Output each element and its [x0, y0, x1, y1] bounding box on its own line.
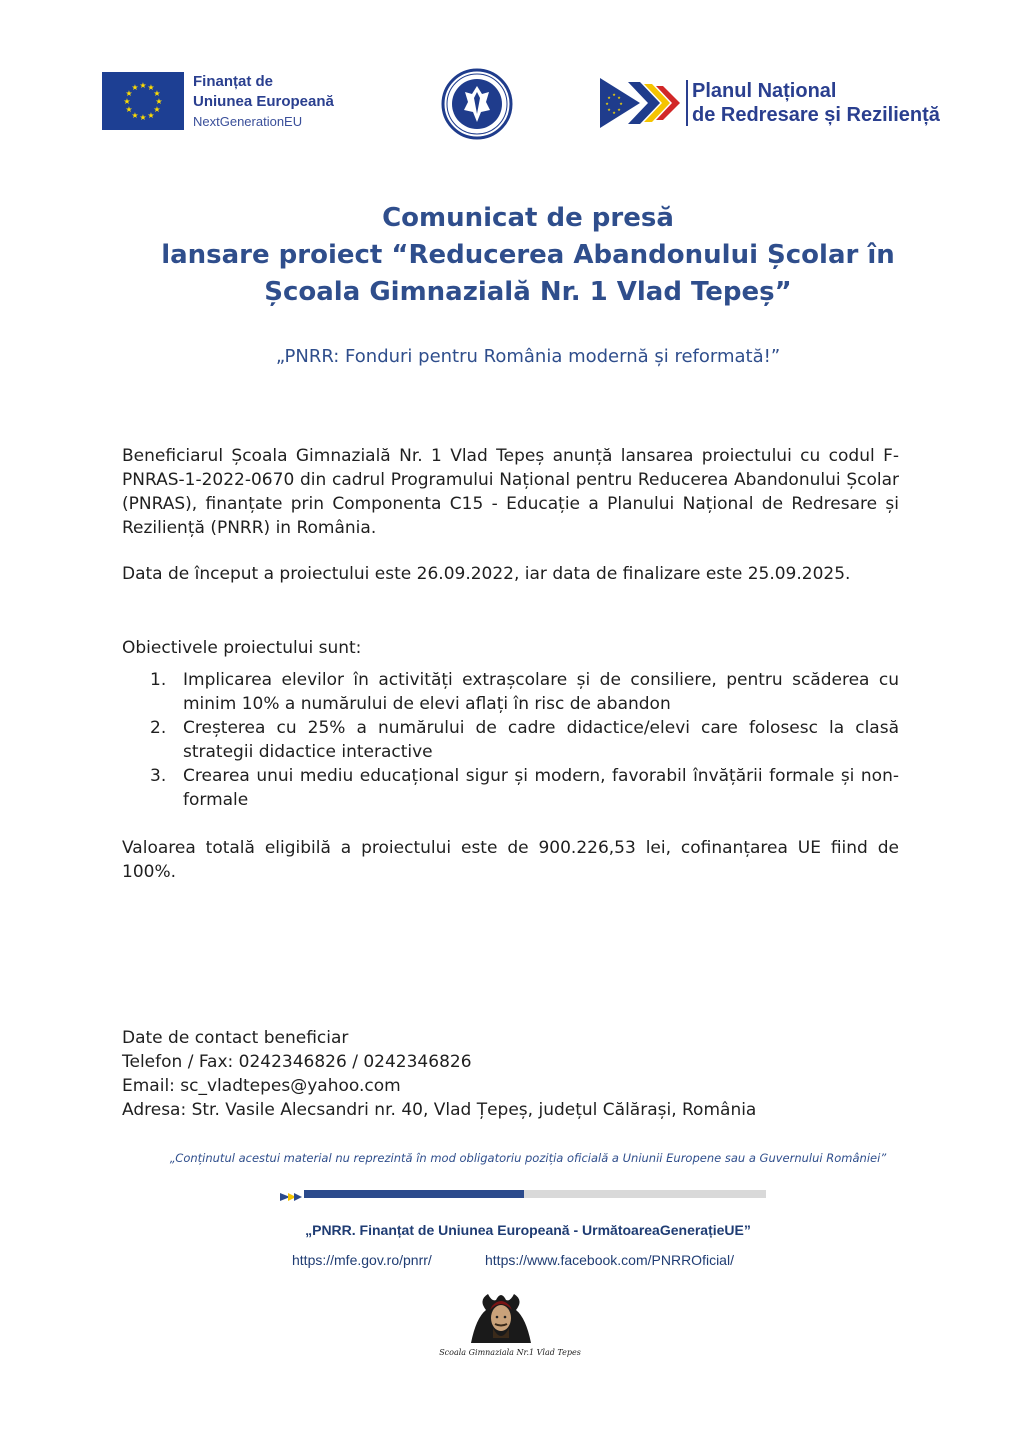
pnrr-slogan: „PNRR: Fonduri pentru România modernă și reformată!” [275, 346, 781, 367]
objective-number: 3. [150, 766, 167, 786]
pnrr-logo-divider [686, 80, 688, 126]
svg-text:★: ★ [139, 81, 147, 90]
svg-text:★: ★ [131, 83, 139, 92]
pnrr-logo-icon [600, 78, 682, 128]
value-paragraph: Valoarea totală eligibilă a proiectului este de 900.226,53 lei, cofinanțarea UE fiind de 100%. [122, 838, 899, 882]
svg-text:★: ★ [123, 97, 131, 106]
objective-number: 2. [150, 718, 167, 738]
intro-paragraph: Beneficiarul Școala Gimnazială Nr. 1 Vlad Tepeș anunță lansarea proiectului cu codul F-PNRAS-1-2022-0670 din cadrul Programului Național pentru Reducerea Abandonului Școlar (PNRAS), finanțate prin Componenta C15 - Educație a Planului Național de Redresare și Reziliență (PNRR) in România. [122, 446, 899, 538]
objective-text: Creșterea cu 25% a numărului de cadre didactice/elevi care folosesc la clasă strategii didactice interactive [183, 718, 899, 762]
svg-text:★: ★ [131, 111, 139, 120]
eu-funding-line3: NextGenerationEU [193, 114, 303, 129]
pnrr-logo-line2: de Redresare și Reziliență [692, 104, 940, 126]
contact-heading: Date de contact beneficiar [122, 1028, 349, 1048]
contact-address: Adresa: Str. Vasile Alecsandri nr. 40, Vlad Țepeș, județul Călărași, România [122, 1100, 757, 1120]
pnrr-logo-line1: Planul Național [692, 80, 837, 102]
dates-paragraph: Data de început a proiectului este 26.09.2022, iar data de finalizare este 25.09.2025. [122, 564, 851, 584]
pnrr-logo-label [692, 79, 940, 127]
mfe-pnrr-link[interactable]: https://mfe.gov.ro/pnrr/ [292, 1252, 432, 1268]
eu-flag-icon [102, 72, 184, 130]
footer-bar-arrow-icon [280, 1188, 304, 1200]
school-logo-caption: Scoala Gimnaziala Nr.1 Vlad Tepes [439, 1348, 581, 1357]
svg-text:★: ★ [153, 89, 161, 98]
contact-block [122, 1026, 756, 1122]
svg-text:★: ★ [147, 83, 155, 92]
title-line1: Comunicat de presă [382, 203, 674, 233]
footer-bar-grey [524, 1190, 766, 1198]
svg-text:★: ★ [617, 95, 621, 100]
objective-item [150, 716, 899, 764]
title-line3: Școala Gimnazială Nr. 1 Vlad Tepeș” [264, 277, 792, 307]
footer-bar-blue [304, 1190, 524, 1198]
svg-text:★: ★ [605, 101, 609, 106]
disclaimer: „Conținutul acestui material nu reprezintă în mod obligatoriu poziția oficială a Uniunii Europene sau a Guvernului României” [169, 1151, 887, 1165]
objective-text: Crearea unui mediu educațional sigur și modern, favorabil învățării formale și non-formale [183, 766, 899, 810]
objective-item [150, 764, 899, 812]
romanian-government-seal-icon [441, 68, 513, 140]
title-line2: lansare proiect “Reducerea Abandonului Școlar în [161, 240, 895, 270]
svg-text:★: ★ [607, 107, 611, 112]
objective-number: 1. [150, 670, 167, 690]
objective-item [150, 668, 899, 716]
eu-funding-label [193, 72, 334, 132]
svg-text:★: ★ [147, 111, 155, 120]
svg-text:★: ★ [607, 95, 611, 100]
footer-slogan: „PNRR. Finanțat de Uniunea Europeană - UrmătoareaGenerațieUE” [305, 1222, 751, 1238]
svg-text:★: ★ [619, 101, 623, 106]
objective-text: Implicarea elevilor în activități extrașcolare și de consiliere, pentru scăderea cu minim 10% a numărului de elevi aflați în risc de abandon [183, 670, 899, 714]
contact-email: Email: sc_vladtepes@yahoo.com [122, 1076, 401, 1096]
svg-text:★: ★ [125, 105, 133, 114]
svg-text:★: ★ [612, 92, 616, 97]
svg-text:★: ★ [153, 105, 161, 114]
contact-phone: Telefon / Fax: 0242346826 / 0242346826 [122, 1052, 472, 1072]
svg-text:★: ★ [612, 110, 616, 115]
objectives-list [150, 668, 899, 812]
eu-funding-line1: Finanțat de [193, 73, 274, 90]
facebook-pnrr-link[interactable]: https://www.facebook.com/PNRROficial/ [485, 1252, 734, 1268]
svg-text:★: ★ [155, 97, 163, 106]
svg-text:★: ★ [139, 113, 147, 122]
school-logo-icon [466, 1288, 536, 1348]
eu-funding-line2: Uniunea Europeană [193, 93, 334, 110]
svg-text:★: ★ [617, 107, 621, 112]
svg-text:★: ★ [125, 89, 133, 98]
objectives-heading: Obiectivele proiectului sunt: [122, 638, 362, 658]
page-title [100, 200, 956, 311]
